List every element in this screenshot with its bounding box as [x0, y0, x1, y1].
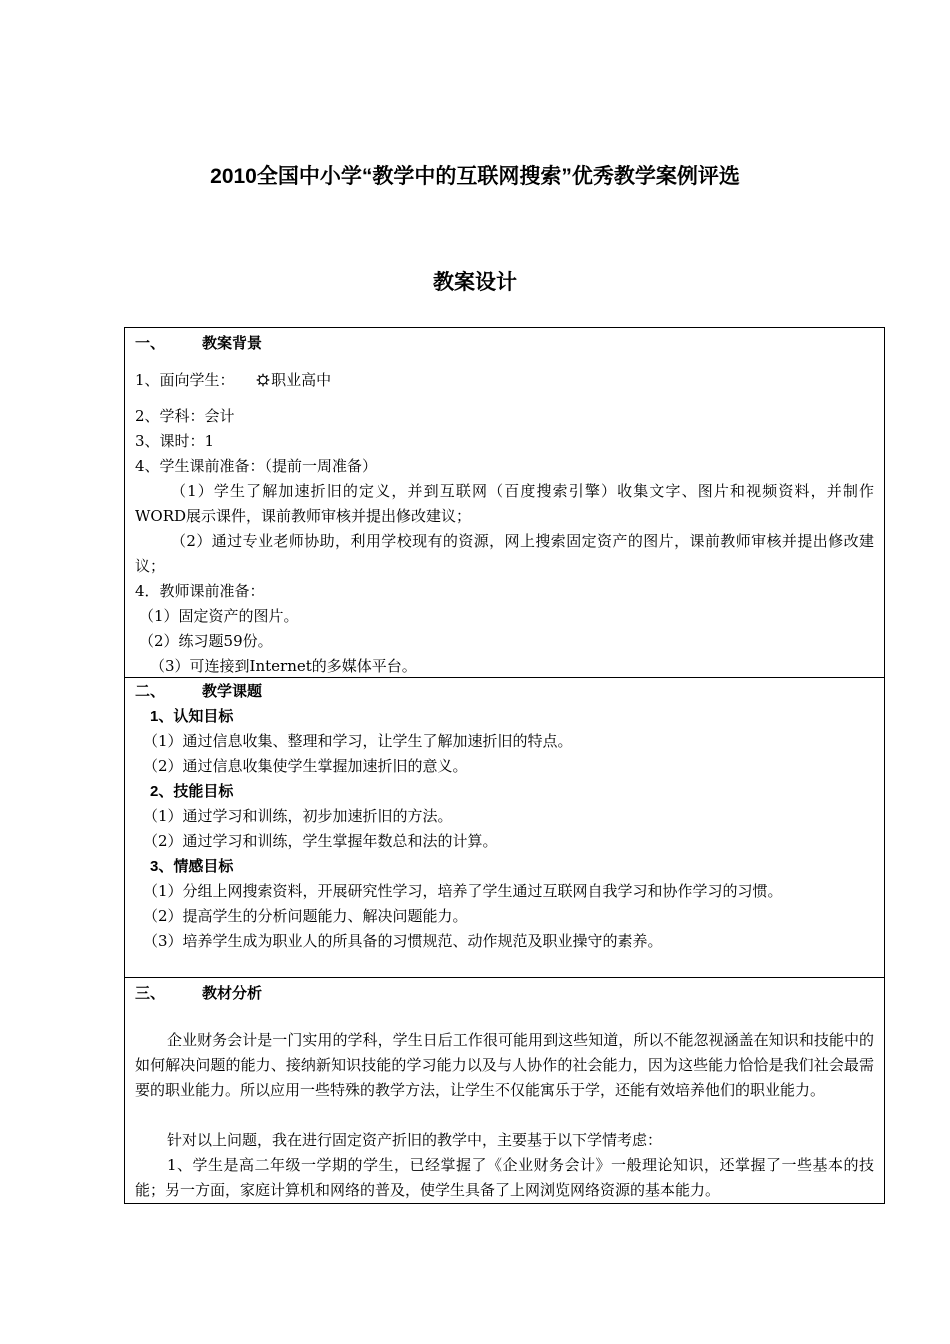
section-material-analysis — [125, 978, 884, 1203]
goal-item: （1）通过信息收集、整理和学习，让学生了解加速折旧的特点。 — [143, 732, 573, 750]
goal-heading: 2、技能目标 — [150, 783, 234, 800]
teacher-prep-item: （3）可连接到Internet的多媒体平台。 — [150, 657, 417, 675]
goal-item: （1）分组上网搜索资料，开展研究性学习，培养了学生通过互联网自我学习和协作学习的习惯。 — [143, 882, 783, 900]
section-heading — [135, 331, 874, 356]
teacher-prep-item: （2）练习题59份。 — [139, 632, 273, 650]
goal-heading: 3、情感目标 — [150, 858, 234, 875]
section-number: 一、 — [135, 335, 166, 352]
analysis-paragraph: 针对以上问题，我在进行固定资产折旧的教学中，主要基于以下学情考虑： — [167, 1131, 663, 1149]
section-title: 教学课题 — [202, 683, 263, 700]
goal-item: （1）通过学习和训练，初步加速折旧的方法。 — [143, 807, 453, 825]
student-prep-heading: 4、学生课前准备：（提前一周准备） — [135, 457, 378, 475]
section-title: 教材分析 — [202, 985, 263, 1002]
goal-item: （2）通过学习和训练，学生掌握年数总和法的计算。 — [143, 832, 498, 850]
section-background — [125, 328, 884, 678]
goal-heading: 1、认知目标 — [150, 708, 234, 725]
goal-item: （3）培养学生成为职业人的所具备的习惯规范、动作规范及职业操守的素养。 — [143, 932, 663, 950]
hours-line: 3、课时：1 — [135, 432, 215, 450]
section-number: 二、 — [135, 683, 166, 700]
document-subtitle: 教案设计 — [433, 271, 517, 294]
gear-icon — [256, 373, 270, 387]
subject-line: 2、学科：会计 — [135, 407, 235, 425]
teacher-prep-heading: 4．教师课前准备： — [135, 582, 265, 600]
student-prep-item: （1）学生了解加速折旧的定义，并到互联网（百度搜索引擎）收集文字、图片和视频资料，并制作WORD展示课件，课前教师审核并提出修改建议； — [135, 482, 874, 525]
section-number: 三、 — [135, 985, 166, 1002]
section-heading — [135, 981, 874, 1006]
document-title: 2010全国中小学“教学中的互联网搜索”优秀教学案例评选 — [210, 165, 740, 188]
section-teaching-topic — [125, 678, 884, 978]
student-prep-item: （2）通过专业老师协助，利用学校现有的资源，网上搜索固定资产的图片，课前教师审核并提出修改建议； — [135, 532, 874, 575]
section-title: 教案背景 — [202, 335, 263, 352]
analysis-paragraph: 1、学生是高二年级一学期的学生，已经掌握了《企业财务会计》一般理论知识，还掌握了一些基本的技能；另一方面，家庭计算机和网络的普及，使学生具备了上网浏览网络资源的基本能力。 — [135, 1156, 874, 1199]
goal-item: （2）通过信息收集使学生掌握加速折旧的意义。 — [143, 757, 468, 775]
analysis-paragraph: 企业财务会计是一门实用的学科，学生日后工作很可能用到这些知道，所以不能忽视涵盖在知识和技能中的如何解决问题的能力、接纳新知识技能的学习能力以及与人协作的社会能力，因为这些能力恰恰是我们社会最需要的职业能力。所以应用一些特殊的教学方法，让学生不仅能寓乐于学，还能有效培养他们的职业能力。 — [135, 1031, 874, 1099]
goal-item: （2）提高学生的分析问题能力、解决问题能力。 — [143, 907, 468, 925]
target-students — [135, 368, 874, 393]
teacher-prep-item: （1）固定资产的图片。 — [139, 607, 299, 625]
section-heading — [135, 679, 874, 704]
target-students-label: 1、面向学生： — [135, 371, 235, 389]
target-students-value: 职业高中 — [271, 371, 332, 389]
lesson-plan-table — [124, 327, 885, 1204]
